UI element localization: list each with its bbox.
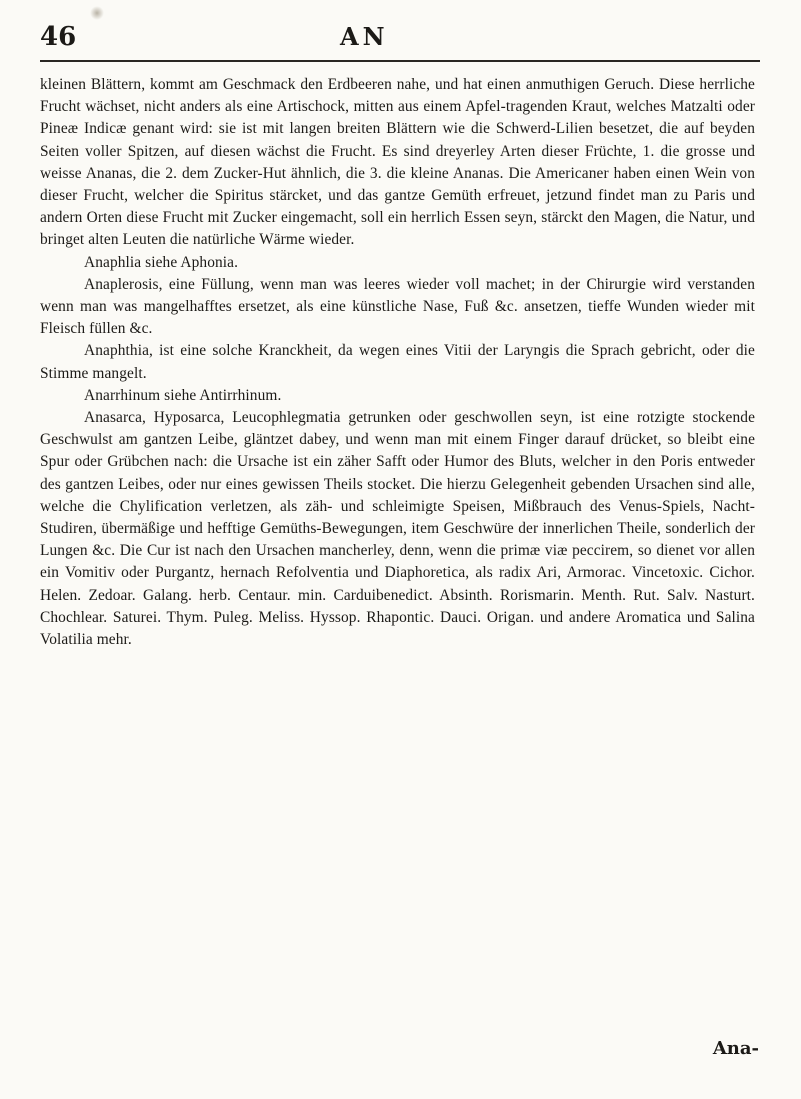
- entry-ananas-continuation: kleinen Blättern, kommt am Geschmack den Erdbeeren nahe, und hat einen anmuthigen Geruch. Diese herrliche Frucht wächset, nicht anders als eine Artischock, mitten aus einem Apfel-tragenden Kraut, welches Matzalti oder Pineæ Indicæ genant wird: sie ist mit langen breiten Blättern wie die Schwerd-Lilien besetzet, die auf beyden Seiten voller Spitzen, auf diesen wächst die Frucht. Es sind dreyerley Arten dieser Früchte, 1. die grosse und weisse Ananas, die 2. dem Zucker-Hut ähnlich, die 3. die kleine Ananas. Die Americaner haben einen Wein von dieser Frucht, welcher die Spiritus stärcket, und das gantze Gemüth erfreuet, jetzund findet man zu Paris und andern Orten diese Frucht mit Zucker eingemacht, soll ein herrlich Essen seyn, stärckt den Magen, die Natur, und bringet alten Leuten die natürliche Wärme wieder.: [40, 76, 755, 249]
- page-header: [40, 18, 760, 66]
- header-rule: [40, 60, 760, 62]
- entry-anaplerosis: Anaplerosis, eine Füllung, wenn man was leeres wieder voll machet; in der Chirurgie wird verstanden wenn man was mangelhafftes ersetzet, als eine künstliche Nase, Fuß &c. ansetzen, tieffe Wunden wieder mit Fleisch füllen &c.: [40, 275, 755, 338]
- running-head: AN: [340, 22, 389, 51]
- page-number: 46: [40, 22, 77, 52]
- entry-anarrhinum: Anarrhinum siehe Antirrhinum.: [84, 386, 282, 404]
- entry-anaphthia: Anaphthia, ist eine solche Kranckheit, da wegen eines Vitii der Laryngis die Sprach gebricht, oder die Stimme mangelt.: [40, 342, 755, 382]
- entry-anaphlia: Anaphlia siehe Aphonia.: [84, 253, 239, 271]
- entry-anasarca: Anasarca, Hyposarca, Leucophlegmatia getrunken oder geschwollen seyn, ist eine rotzigte stockende Geschwulst am gantzen Leibe, gläntzet dabey, und wenn man mit einem Finger darauf drücket, so bleibt eine Spur oder Grübchen nach: die Ursache ist ein zäher Safft oder Humor des Bluts, welcher in den Poris entweder des gantzen Leibes, oder nur eines gewissen Theils stocket. Die hierzu Gelegenheit gebenden Ursachen sind alle, welche die Chylification verletzen, als zäh- und schleimigte Speisen, Mißbrauch des Venus-Spiels, Nacht-Studiren, übermäßige und hefftige Gemüths-Bewegungen, item Geschwüre der innerlichen Theile, sonderlich der Lungen &c. Die Cur ist nach den Ursachen mancherley, denn, wenn die primæ viæ peccirem, so dienet vor allen ein Vomitiv oder Purgantz, hernach Refolventia und Diaphoretica, als radix Ari, Armorac. Vincetoxic. Cichor. Helen. Zedoar. Galang. herb. Centaur. min. Carduibenedict. Absinth. Rorismarin. Menth. Rut. Salv. Nasturt. Chochlear. Saturei. Thym. Puleg. Meliss. Hyssop. Rhapontic. Dauci. Origan. und andere Aromatica und Salina Volatilia mehr.: [40, 409, 755, 649]
- dictionary-text: [40, 74, 755, 651]
- catchword: Ana-: [712, 1038, 759, 1059]
